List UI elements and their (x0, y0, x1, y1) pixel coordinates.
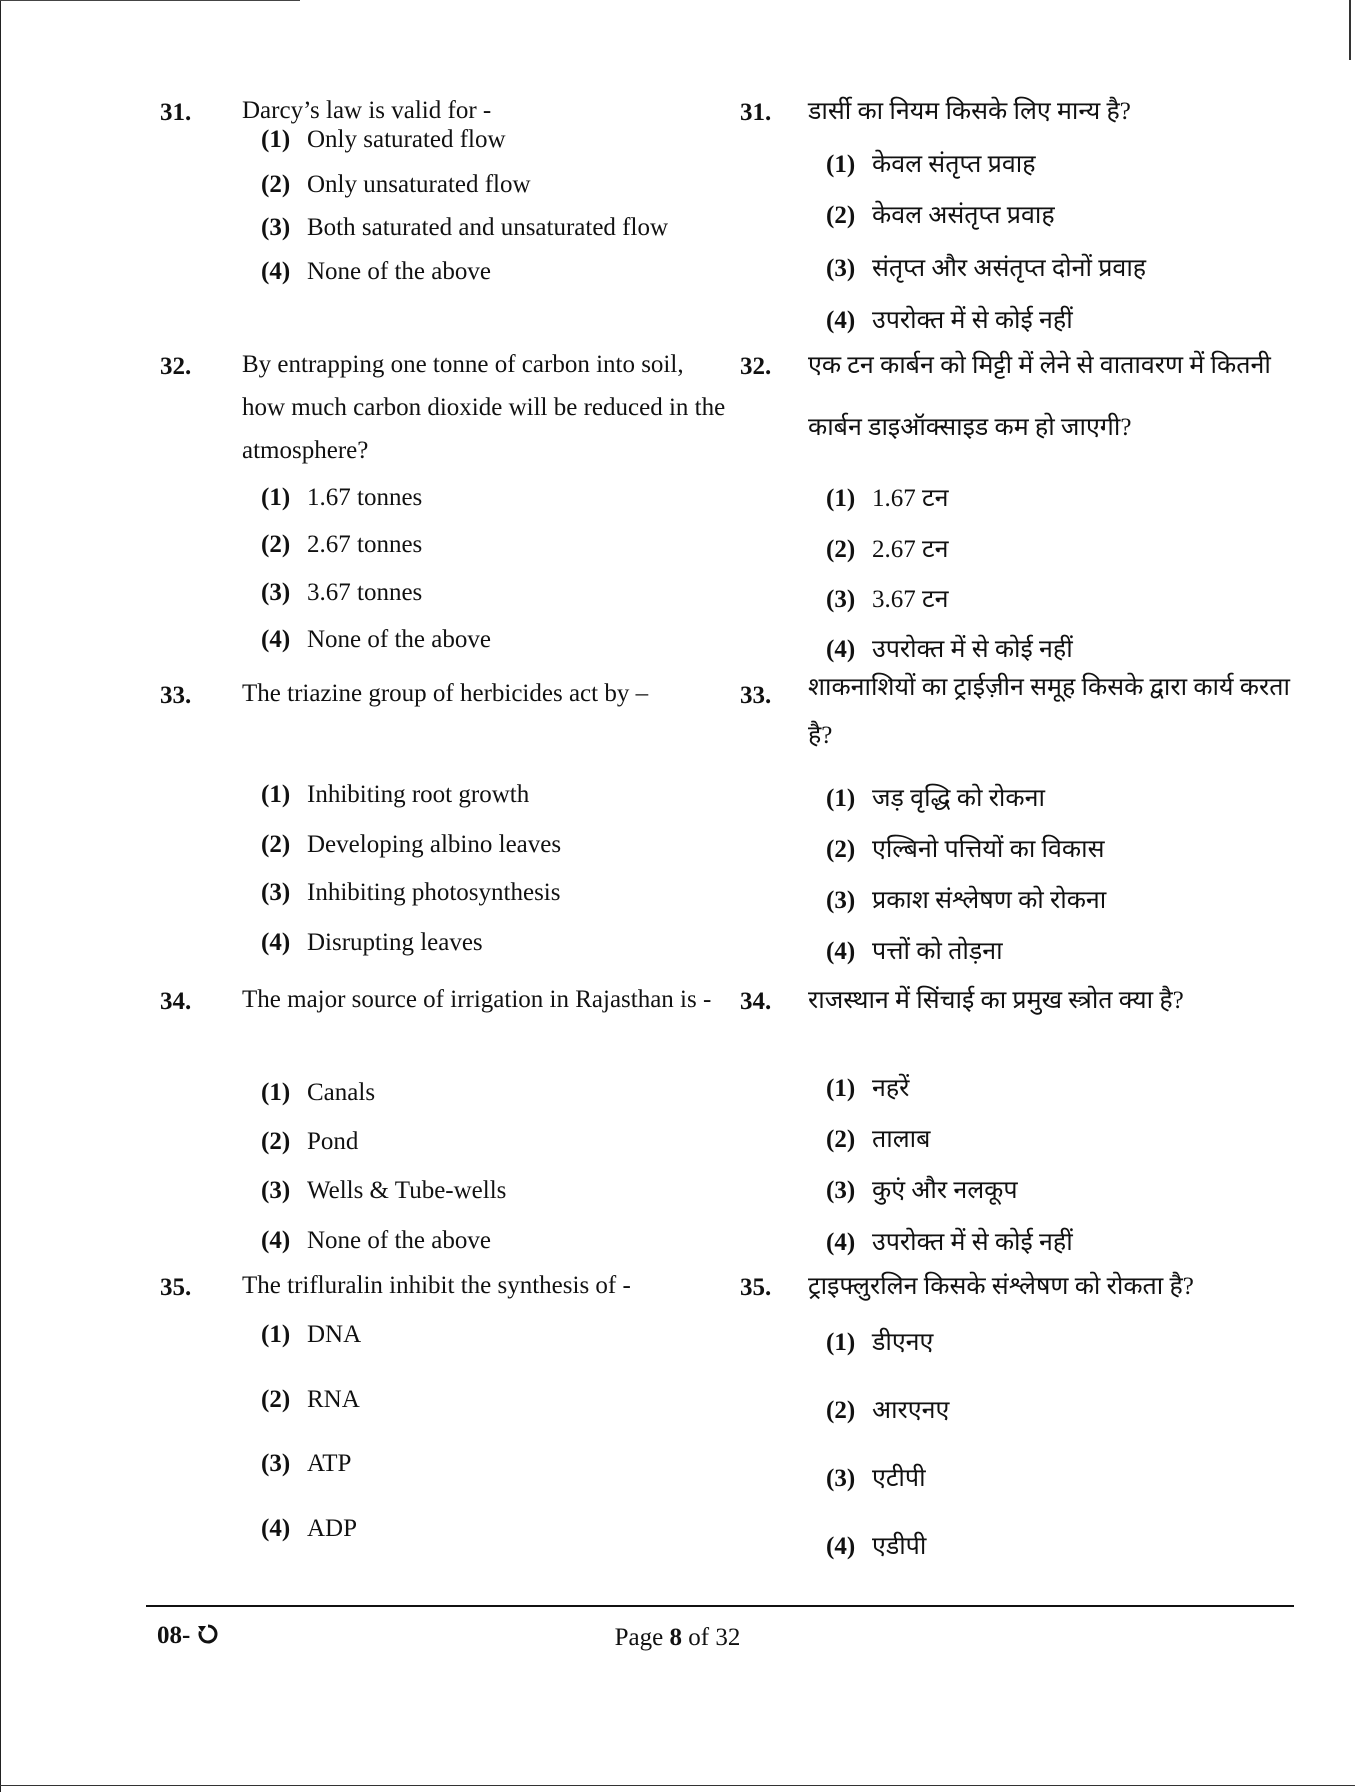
option-label: (1) (826, 785, 856, 812)
option-text: उपरोक्त में से कोई नहीं (872, 636, 1073, 663)
option-label: (1) (261, 484, 291, 511)
scan-edge-bottom (0, 1785, 1355, 1786)
option-label: (2) (261, 831, 291, 858)
option-label: (4) (826, 938, 856, 965)
option-1 (261, 484, 422, 512)
option-3 (826, 250, 1146, 284)
option-3 (261, 1177, 506, 1205)
question-number: 32. (740, 353, 772, 380)
option-text: प्रकाश संश्लेषण को रोकना (872, 887, 1107, 914)
option-4 (826, 1224, 1073, 1258)
question-number: 34. (160, 988, 192, 1015)
question-stem: Darcy’s law is valid for - (242, 97, 492, 124)
option-text: एल्बिनो पत्तियों का विकास (872, 836, 1105, 863)
question-number: 31. (160, 99, 192, 126)
option-3 (261, 879, 560, 907)
option-text: Canals (307, 1079, 376, 1106)
option-text: उपरोक्त में से कोई नहीं (872, 1229, 1073, 1256)
option-3 (826, 581, 948, 615)
scan-edge-left (0, 0, 1, 1792)
option-text: 3.67 टन (872, 586, 949, 613)
option-text: Disrupting leaves (307, 929, 483, 956)
option-label: (4) (826, 307, 856, 334)
question-number: 35. (740, 1274, 772, 1301)
booklet-code-text: 08- (157, 1622, 191, 1649)
option-text: None of the above (307, 626, 491, 653)
option-3 (261, 1450, 351, 1478)
option-label: (1) (261, 126, 291, 153)
option-text: Only saturated flow (307, 126, 506, 153)
scan-edge-top (0, 0, 300, 1)
option-label: (4) (826, 1533, 856, 1560)
option-3 (826, 1460, 926, 1494)
page-of: of (682, 1624, 716, 1651)
option-4 (826, 933, 1003, 967)
question-stem: By entrapping one tonne of carbon into soil, how much carbon dioxide will be reduced in the atmosphere? (242, 351, 726, 464)
option-4 (826, 302, 1073, 336)
option-label: (1) (826, 1075, 856, 1102)
option-label: (1) (826, 151, 856, 178)
option-2 (826, 1121, 930, 1155)
option-text: नहरें (872, 1075, 910, 1102)
option-2 (826, 197, 1055, 231)
option-1 (261, 1321, 361, 1349)
option-label: (1) (261, 781, 291, 808)
question-number: 33. (160, 682, 192, 709)
option-text: केवल असंतृप्त प्रवाह (872, 202, 1055, 229)
option-text: एडीपी (872, 1533, 927, 1560)
option-text: Wells & Tube-wells (307, 1177, 507, 1204)
option-text: RNA (307, 1386, 360, 1413)
option-text: DNA (307, 1321, 362, 1348)
option-2 (261, 531, 422, 559)
option-text: पत्तों को तोड़ना (872, 938, 1003, 965)
option-label: (2) (826, 536, 856, 563)
option-text: ADP (307, 1515, 358, 1542)
option-label: (1) (261, 1321, 291, 1348)
option-label: (2) (826, 1126, 856, 1153)
option-4 (261, 1227, 491, 1255)
option-3 (261, 579, 422, 607)
option-label: (2) (826, 202, 856, 229)
option-text: None of the above (307, 1227, 491, 1254)
question-stem: The major source of irrigation in Rajasthan is - (242, 986, 712, 1013)
option-label: (3) (261, 1177, 291, 1204)
question-number: 31. (740, 99, 772, 126)
option-1 (261, 126, 506, 154)
option-text: ATP (307, 1450, 352, 1477)
option-1 (826, 480, 948, 514)
question-number: 34. (740, 988, 772, 1015)
option-label: (3) (261, 214, 291, 241)
option-4 (826, 631, 1073, 665)
option-label: (2) (826, 1397, 856, 1424)
option-1 (826, 1324, 933, 1358)
option-text: 2.67 टन (872, 536, 949, 563)
question-stem: The trifluralin inhibit the synthesis of - (242, 1272, 631, 1299)
option-label: (4) (261, 1515, 291, 1542)
option-4 (261, 1515, 357, 1543)
option-1 (826, 146, 1036, 180)
footer-rule (146, 1605, 1294, 1607)
question-stem: एक टन कार्बन को मिट्टी में लेने से वातावरण में कितनी कार्बन डाइऑक्साइड कम हो जाएगी? (808, 352, 1271, 441)
option-2 (261, 1386, 360, 1414)
option-1 (261, 1079, 375, 1107)
question-number: 32. (160, 353, 192, 380)
option-1 (826, 780, 1045, 814)
option-3 (826, 882, 1106, 916)
option-text: तालाब (872, 1126, 931, 1153)
option-text: Inhibiting photosynthesis (307, 879, 561, 906)
option-2 (261, 831, 561, 859)
option-label: (2) (261, 1386, 291, 1413)
option-label: (4) (261, 258, 291, 285)
option-4 (261, 258, 491, 286)
option-label: (1) (826, 1329, 856, 1356)
option-2 (826, 831, 1105, 865)
page-total: 32 (715, 1624, 741, 1651)
question-stem: The triazine group of herbicides act by – (242, 680, 649, 707)
option-text: डीएनए (872, 1329, 934, 1356)
page-number (0, 1624, 1355, 1652)
option-2 (261, 171, 531, 199)
option-label: (1) (261, 1079, 291, 1106)
option-text: कुएं और नलकूप (872, 1177, 1018, 1204)
option-text: Both saturated and unsaturated flow (307, 214, 669, 241)
option-2 (826, 1392, 949, 1426)
option-label: (3) (261, 879, 291, 906)
option-label: (3) (261, 579, 291, 606)
option-text: 1.67 tonnes (307, 484, 423, 511)
question-stem: शाकनाशियों का ट्राईज़ीन समूह किसके द्वारा कार्य करता है? (808, 674, 1290, 749)
option-text: Only unsaturated flow (307, 171, 531, 198)
option-text: 1.67 टन (872, 485, 949, 512)
scan-edge-right (1349, 0, 1351, 60)
option-text: केवल संतृप्त प्रवाह (872, 151, 1036, 178)
option-label: (3) (826, 255, 856, 282)
option-text: एटीपी (872, 1465, 926, 1492)
option-label: (3) (826, 887, 856, 914)
option-text: जड़ वृद्धि को रोकना (872, 785, 1045, 812)
option-text: Inhibiting root growth (307, 781, 530, 808)
option-4 (826, 1528, 926, 1562)
page-prefix: Page (614, 1624, 670, 1651)
option-4 (261, 626, 491, 654)
question-stem: डार्सी का नियम किसके लिए मान्य है? (808, 98, 1131, 125)
option-2 (261, 1128, 358, 1156)
option-label: (3) (826, 1465, 856, 1492)
option-label: (3) (261, 1450, 291, 1477)
option-label: (2) (261, 1128, 291, 1155)
option-label: (4) (261, 1227, 291, 1254)
option-text: उपरोक्त में से कोई नहीं (872, 307, 1073, 334)
option-3 (261, 214, 668, 242)
option-1 (826, 1070, 909, 1104)
option-text: Developing albino leaves (307, 831, 562, 858)
option-label: (4) (261, 929, 291, 956)
option-label: (2) (261, 531, 291, 558)
option-label: (2) (261, 171, 291, 198)
option-3 (826, 1172, 1018, 1206)
option-label: (4) (826, 636, 856, 663)
option-2 (826, 531, 948, 565)
page-current: 8 (669, 1624, 683, 1651)
question-stem: ट्राइफ्लुरलिन किसके संश्लेषण को रोकता है? (808, 1273, 1194, 1300)
question-number: 33. (740, 682, 772, 709)
option-label: (2) (826, 836, 856, 863)
option-label: (4) (261, 626, 291, 653)
option-label: (3) (826, 586, 856, 613)
option-text: 2.67 tonnes (307, 531, 423, 558)
option-label: (3) (826, 1177, 856, 1204)
option-1 (261, 781, 529, 809)
option-text: संतृप्त और असंतृप्त दोनों प्रवाह (872, 255, 1147, 282)
option-text: None of the above (307, 258, 491, 285)
option-4 (261, 929, 483, 957)
option-label: (4) (826, 1229, 856, 1256)
question-number: 35. (160, 1274, 192, 1301)
option-text: 3.67 tonnes (307, 579, 423, 606)
question-stem: राजस्थान में सिंचाई का प्रमुख स्त्रोत क्या है? (808, 987, 1184, 1014)
option-text: आरएनए (872, 1397, 950, 1424)
option-text: Pond (307, 1128, 359, 1155)
option-label: (1) (826, 485, 856, 512)
